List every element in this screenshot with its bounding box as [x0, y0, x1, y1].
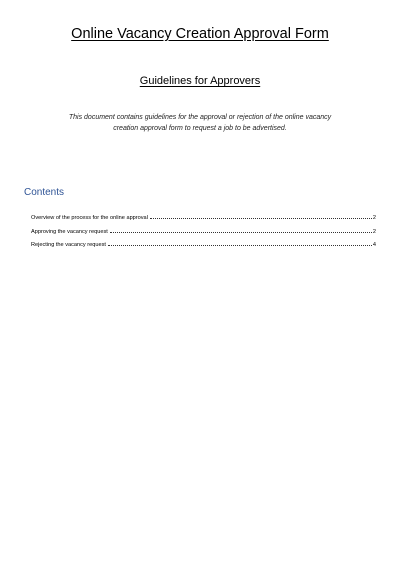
toc-entry-page: 2	[372, 228, 376, 235]
toc-entry-label: Overview of the process for the online approval	[31, 215, 148, 221]
toc-dot-leader	[150, 218, 372, 219]
toc-entry-overview[interactable]	[31, 214, 376, 228]
intro-line: This document contains guidelines for the approval or rejection of the online vacancy	[68, 114, 332, 121]
toc-dot-leader	[110, 232, 372, 233]
toc-entry-rejecting[interactable]	[31, 241, 376, 255]
table-of-contents	[31, 214, 376, 255]
document-subtitle: Guidelines for Approvers	[139, 75, 261, 87]
intro-paragraph	[50, 113, 350, 134]
toc-entry-approving[interactable]	[31, 228, 376, 242]
intro-line: creation approval form to request a job to be advertised.	[113, 124, 287, 132]
document-title: Online Vacancy Creation Approval Form	[71, 26, 329, 42]
toc-entry-page: 4	[372, 242, 376, 248]
toc-entry-label: Approving the vacancy request	[31, 228, 108, 235]
toc-dot-leader	[108, 245, 372, 246]
contents-heading: Contents	[24, 187, 65, 198]
toc-entry-page: 2	[372, 215, 376, 221]
toc-entry-label: Rejecting the vacancy request	[31, 242, 106, 248]
